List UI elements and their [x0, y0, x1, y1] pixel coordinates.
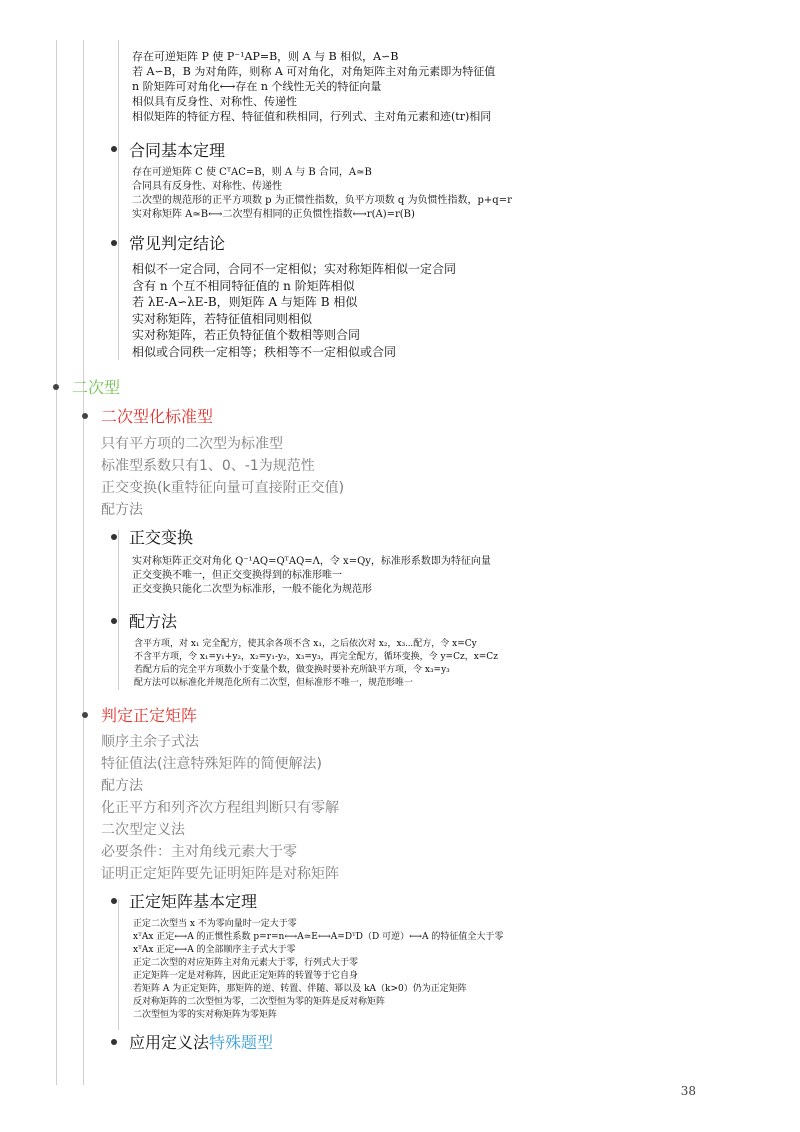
snippet-line: 正定矩阵一定是对称阵，因此正定矩阵的转置等于它自身 [133, 971, 359, 981]
snippet-line: 正交变换只能化二次型为标准形，一般不能化为规范形 [132, 584, 372, 595]
snippet-line: 二次型恒为零的实对称矩阵为零矩阵 [133, 1010, 278, 1020]
snippet-line: 存在可逆矩阵 C 使 CᵀAC=B，则 A 与 B 合同，A≃B [132, 167, 372, 178]
bullet-dot [111, 146, 117, 152]
bullet-dot [111, 240, 117, 246]
completing-square-heading[interactable]: 配方法 [129, 612, 178, 631]
snippet-line: 若 A∽B，B 为对角阵，则称 A 可对角化，对角矩阵主对角元素即为特征值 [132, 65, 496, 78]
snippet-line: 相似或合同秩一定相等；秩相等不一定相似或合同 [132, 344, 397, 359]
pd-theorem-snippet [133, 918, 503, 1022]
congruence-snippet [132, 166, 512, 222]
snippet-line: 实对称矩阵，若特征值相同则相似 [132, 311, 313, 326]
common-conclusions-heading[interactable]: 常见判定结论 [129, 234, 226, 253]
snippet-line: 相似具有反身性、对称性、传递性 [132, 95, 297, 108]
similarity-snippet [132, 49, 495, 124]
snippet-line: 正定二次型当 x 不为零向量时一定大于零 [133, 919, 297, 929]
standard-item: 正交变换(k重特征向量可直接附正交值) [101, 480, 345, 496]
snippet-line: 实对称矩阵，若正负特征值个数相等则合同 [132, 328, 361, 342]
bullet-dot [82, 413, 88, 419]
snippet-line: 实对称矩阵 A≃B⟷二次型有相同的正负惯性指数⟷r(A)=r(B) [132, 209, 415, 220]
pd-theorem-heading[interactable]: 正定矩阵基本定理 [129, 892, 258, 911]
positive-item: 化正平方和列齐次方程组判断只有零解 [101, 800, 339, 816]
application-label: 应用定义法 [129, 1033, 210, 1052]
positive-item: 证明正定矩阵要先证明矩阵是对称矩阵 [101, 866, 339, 882]
positive-item: 必要条件：主对角线元素大于零 [101, 844, 297, 860]
snippet-line: 正定二次型的对应矩阵主对角元素大于零，行列式大于零 [133, 958, 359, 968]
special-problems-link[interactable]: 特殊题型 [209, 1033, 274, 1052]
snippet-line: 存在可逆矩阵 P 使 P⁻¹AP=B，则 A 与 B 相似，A∽B [132, 50, 399, 63]
bullet-dot [111, 898, 117, 904]
snippet-line: 二次型的规范形的正平方项数 p 为正惯性指数，负平方项数 q 为负惯性指数，p+q=r [132, 195, 512, 206]
snippet-line: 不含平方项，令 x₁=y₁+y₂，x₂=y₁-y₂，x₃=y₃，再完全配方，循环变换，令 y=Cz，x=Cz [134, 652, 498, 662]
positive-item: 二次型定义法 [101, 822, 185, 838]
page-number: 38 [680, 1084, 696, 1098]
positive-item: 配方法 [101, 778, 143, 794]
outline-guide-level3-c [118, 900, 119, 1030]
standard-item: 配方法 [101, 502, 143, 518]
bullet-dot [111, 618, 117, 624]
snippet-line: 实对称矩阵正交对角化 Q⁻¹AQ=QᵀAQ=Λ，令 x=Qy，标准形系数即为特征向量 [132, 556, 491, 567]
positive-item: 特征值法(注意特殊矩阵的简便解法) [101, 756, 322, 772]
snippet-line: xᵀAx 正定⟷A 的正惯性系数 p=r=n⟷A≃E⟷A=DᵀD（D 可逆）⟷A 的特征值全大于零 [133, 932, 504, 942]
common-conclusions-snippet [132, 261, 456, 360]
snippet-line: 配方法可以标准化并规范化所有二次型，但标准形不唯一，规范形唯一 [134, 678, 414, 688]
bullet-dot [53, 384, 59, 390]
outline-guide-level1 [56, 40, 57, 1085]
snippet-line: 正交变换不唯一，但正交变换得到的标准形唯一 [132, 570, 342, 581]
orthogonal-transform-heading[interactable]: 正交变换 [129, 528, 194, 547]
orthogonal-snippet [132, 555, 491, 597]
bullet-dot [111, 1039, 117, 1045]
snippet-line: 相似不一定合同，合同不一定相似；实对称矩阵相似一定合同 [132, 262, 457, 276]
snippet-line: n 阶矩阵可对角化⟷存在 n 个线性无关的特征向量 [132, 80, 382, 93]
bullet-dot [111, 534, 117, 540]
snippet-line: 反对称矩阵的二次型恒为零，二次型恒为零的矩阵是反对称矩阵 [133, 997, 386, 1007]
completing-square-snippet [134, 638, 498, 690]
snippet-line: 若矩阵 A 为正定矩阵，那矩阵的逆、转置、伴随、幂以及 kA（k>0）仍为正定矩阵 [133, 984, 467, 994]
snippet-line: 若配方后的完全平方项数小于变量个数，做变换时要补充所缺平方项，令 x₃=y₃ [134, 665, 450, 675]
congruence-heading[interactable]: 合同基本定理 [129, 141, 226, 160]
standard-item: 只有平方项的二次型为标准型 [101, 436, 283, 452]
snippet-line: 含平方项，对 x₁ 完全配方，使其余各项不含 x₁，之后依次对 x₂，x₃⋯配方，令 x=Cy [134, 639, 477, 649]
outline-guide-level3-b [118, 530, 119, 690]
outline-guide-level3-a [118, 40, 119, 360]
positive-item: 顺序主余子式法 [101, 734, 199, 750]
standard-item: 标准型系数只有1、0、-1为规范性 [101, 458, 315, 474]
outline-guide-level2 [83, 40, 84, 1085]
positive-definite-heading[interactable]: 判定正定矩阵 [101, 706, 198, 725]
snippet-line: 含有 n 个互不相同特征值的 n 阶矩阵相似 [132, 278, 355, 293]
application-heading[interactable] [129, 1030, 273, 1053]
snippet-line: 相似矩阵的特征方程、特征值和秩相同，行列式、主对角元素和迹(tr)相同 [132, 110, 492, 123]
quadratic-form-heading[interactable]: 二次型 [72, 378, 121, 397]
bullet-dot [82, 712, 88, 718]
standard-form-heading[interactable]: 二次型化标准型 [101, 407, 214, 426]
snippet-line: 合同具有反身性、对称性、传递性 [132, 181, 282, 192]
snippet-line: xᵀAx 正定⟷A 的全部顺序主子式大于零 [133, 945, 296, 955]
snippet-line: 若 λE-A∽λE-B，则矩阵 A 与矩阵 B 相似 [132, 295, 358, 309]
